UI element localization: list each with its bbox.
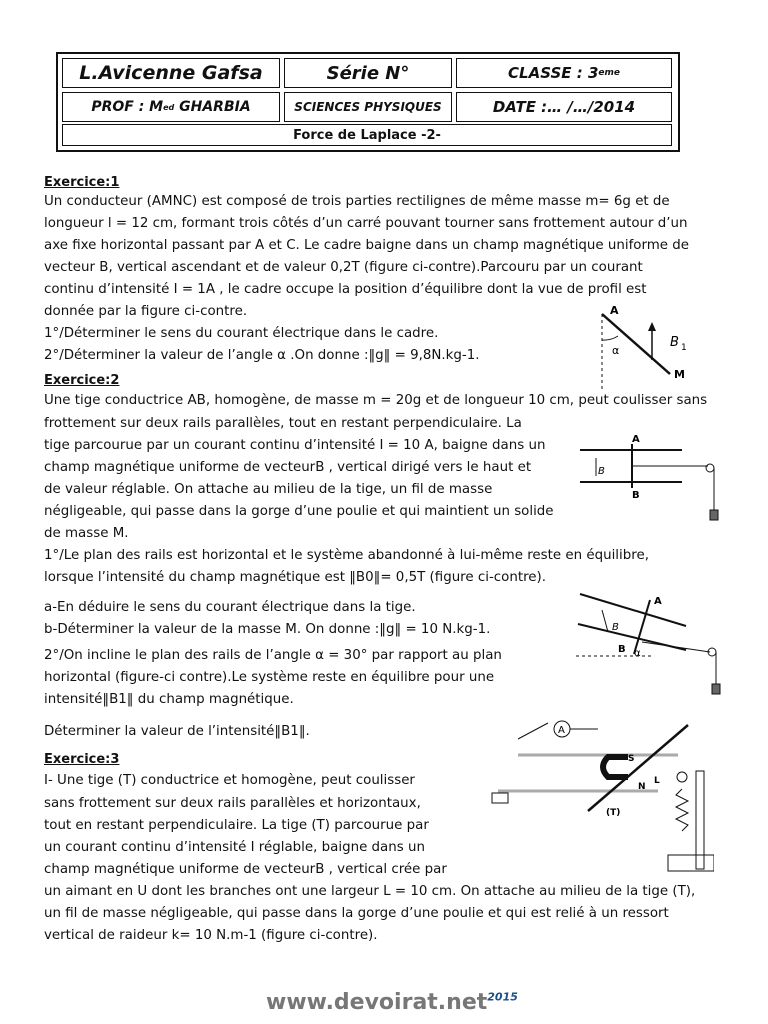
ex2-label-a: A xyxy=(632,434,640,445)
ex2-line-7: de masse M. xyxy=(44,526,129,541)
inclined-string xyxy=(642,642,710,652)
base xyxy=(668,855,714,871)
ex3-line-3: tout en restant perpendiculaire. La tige (T) parcourue par xyxy=(44,818,429,833)
footer-site: www.devoirat.net xyxy=(266,990,488,1015)
ex2b-label-vec: B xyxy=(612,622,619,633)
mass-m xyxy=(710,510,718,520)
ex2-line-8: 1°/Le plan des rails est horizontal et le système abandonné à lui-même reste en équilibre, xyxy=(44,548,649,563)
date-cell xyxy=(456,92,672,122)
prof-cell xyxy=(62,92,280,122)
ex1-line-7: 1°/Déterminer le sens du courant électrique dans le cadre. xyxy=(44,326,439,341)
ex2-line-9: lorsque l’intensité du champ magnétique est ‖B0‖= 0,5T (figure ci-contre). xyxy=(44,570,547,585)
ex1-label-b: B xyxy=(670,335,679,350)
magnet-s: S xyxy=(628,754,635,764)
ex2b-label-a: A xyxy=(654,596,662,607)
inclined-rail-top xyxy=(580,594,686,626)
ex1-line-8: 2°/Déterminer la valeur de l’angle α .On donne :‖g‖ = 9,8N.kg-1. xyxy=(44,348,480,363)
ex1-line-5: continu d’intensité I = 1A , le cadre occupe la position d’équilibre dont la vue de profil est xyxy=(44,282,647,297)
date-label: DATE :… /…/2014 xyxy=(492,98,636,116)
ex1-line-4: vecteur B, vertical ascendant et de valeur 0,2T (figure ci-contre).Parcouru par un courant xyxy=(44,260,643,275)
ex1-label-b-sub: 1 xyxy=(681,343,687,353)
ex2-line-6: négligeable, qui passe dans la gorge d’une poulie et qui maintient un solide xyxy=(44,504,554,519)
classe-cell xyxy=(456,58,672,88)
subject-cell xyxy=(284,92,452,122)
ex2-label-vec: B xyxy=(598,466,605,477)
ex2-line-12: 2°/On incline le plan des rails de l’angle α = 30° par rapport au plan xyxy=(44,648,502,663)
spring xyxy=(676,789,688,831)
figure-ex1 xyxy=(580,300,720,392)
header-table xyxy=(56,52,680,152)
ex2-line-14: intensité‖B1‖ du champ magnétique. xyxy=(44,692,294,707)
ammeter-label: A xyxy=(558,725,565,736)
ex2-label-b: B xyxy=(632,490,640,501)
ex1-label-alpha: α xyxy=(612,344,620,357)
ex2-line-4: champ magnétique uniforme de vecteurB , vertical dirigé vers le haut et xyxy=(44,460,532,475)
subject-label: SCIENCES PHYSIQUES xyxy=(294,100,442,114)
rod-t-label: (T) xyxy=(606,808,621,818)
serie-label: Série N° xyxy=(326,62,410,84)
ex1-line-2: longueur l = 12 cm, formant trois côtés d’un carré pouvant tourner sans frottement autour d’un xyxy=(44,216,688,231)
figure-ex3 xyxy=(478,715,714,873)
ex1-heading: Exercice:1 xyxy=(44,175,120,190)
document-title: Force de Laplace -2- xyxy=(293,127,441,143)
ex2b-label-b: B xyxy=(618,644,626,655)
ex2-line-13: horizontal (figure-ci contre).Le système reste en équilibre pour une xyxy=(44,670,495,685)
inclined-b-arrow xyxy=(602,610,608,632)
ex2-line-2: frottement sur deux rails parallèles, tout en restant perpendiculaire. La xyxy=(44,416,522,431)
ex2b-label-alpha: α xyxy=(634,648,641,659)
ex2-line-15: Déterminer la valeur de l’intensité‖B1‖. xyxy=(44,724,310,739)
prof-sup: ed xyxy=(163,102,175,112)
prof-label: PROF : M xyxy=(91,99,164,115)
ex1-line-1: Un conducteur (AMNC) est composé de trois parties rectilignes de même masse m= 6g et de xyxy=(44,194,670,209)
ex2-heading: Exercice:2 xyxy=(44,373,120,388)
ex3-line-2: sans frottement sur deux rails parallèles et horizontaux, xyxy=(44,796,421,811)
wire-1 xyxy=(518,723,548,739)
ex2-line-1: Une tige conductrice AB, homogène, de masse m = 20g et de longueur 10 cm, peut coulisser sans xyxy=(44,393,708,408)
footer-year: 2015 xyxy=(487,990,518,1004)
ex1-label-a: A xyxy=(610,304,619,317)
ex1-line-6: donnée par la figure ci-contre. xyxy=(44,304,248,319)
ex1-angle-arc xyxy=(602,336,618,340)
footer-watermark xyxy=(266,990,518,1015)
ex3-line-7: un fil de masse négligeable, qui passe dans la gorge d’une poulie et qui est relié à un ressort xyxy=(44,906,669,921)
generator xyxy=(492,793,508,803)
ex2-line-3: tige parcourue par un courant continu d’intensité I = 10 A, baigne dans un xyxy=(44,438,546,453)
prof-name: GHARBIA xyxy=(179,99,251,115)
pulley xyxy=(706,464,714,472)
school-name: L.Avicenne Gafsa xyxy=(79,62,263,84)
ex3-line-1: I- Une tige (T) conductrice et homogène, peut coulisser xyxy=(44,773,415,788)
inclined-mass xyxy=(712,684,720,694)
ex3-heading: Exercice:3 xyxy=(44,752,120,767)
title-cell xyxy=(62,124,672,146)
inclined-rod xyxy=(634,600,650,654)
classe-sup: eme xyxy=(598,68,620,78)
school-cell xyxy=(62,58,280,88)
classe-label: CLASSE : 3 xyxy=(508,64,599,82)
ex2-line-5: de valeur réglable. On attache au milieu de la tige, un fil de masse xyxy=(44,482,493,497)
ex1-arrow-head xyxy=(648,322,656,331)
ex1-line-3: axe fixe horizontal passant par A et C. Le cadre baigne dans un champ magnétique uniforme de xyxy=(44,238,690,253)
ex3-line-8: vertical de raideur k= 10 N.m-1 (figure ci-contre). xyxy=(44,928,378,943)
figure-ex2-horizontal xyxy=(576,432,726,524)
magnet-l: L xyxy=(654,776,660,786)
ex3-pulley xyxy=(677,772,687,782)
ruler xyxy=(696,771,704,869)
ex2-line-11: b-Déterminer la valeur de la masse M. On donne :‖g‖ = 10 N.kg-1. xyxy=(44,622,491,637)
ex1-label-m: M xyxy=(674,368,685,381)
ex3-line-4: un courant continu d’intensité I réglable, baigne dans un xyxy=(44,840,425,855)
ex3-line-5: champ magnétique uniforme de vecteurB , vertical crée par xyxy=(44,862,447,877)
ex3-line-6: un aimant en U dont les branches ont une largeur L = 10 cm. On attache au milieu de la tige (T), xyxy=(44,884,696,899)
u-magnet xyxy=(603,757,628,777)
ex2-line-10: a-En déduire le sens du courant électrique dans la tige. xyxy=(44,600,416,615)
figure-ex2-inclined xyxy=(574,590,724,700)
serie-cell xyxy=(284,58,452,88)
magnet-n: N xyxy=(638,782,646,792)
